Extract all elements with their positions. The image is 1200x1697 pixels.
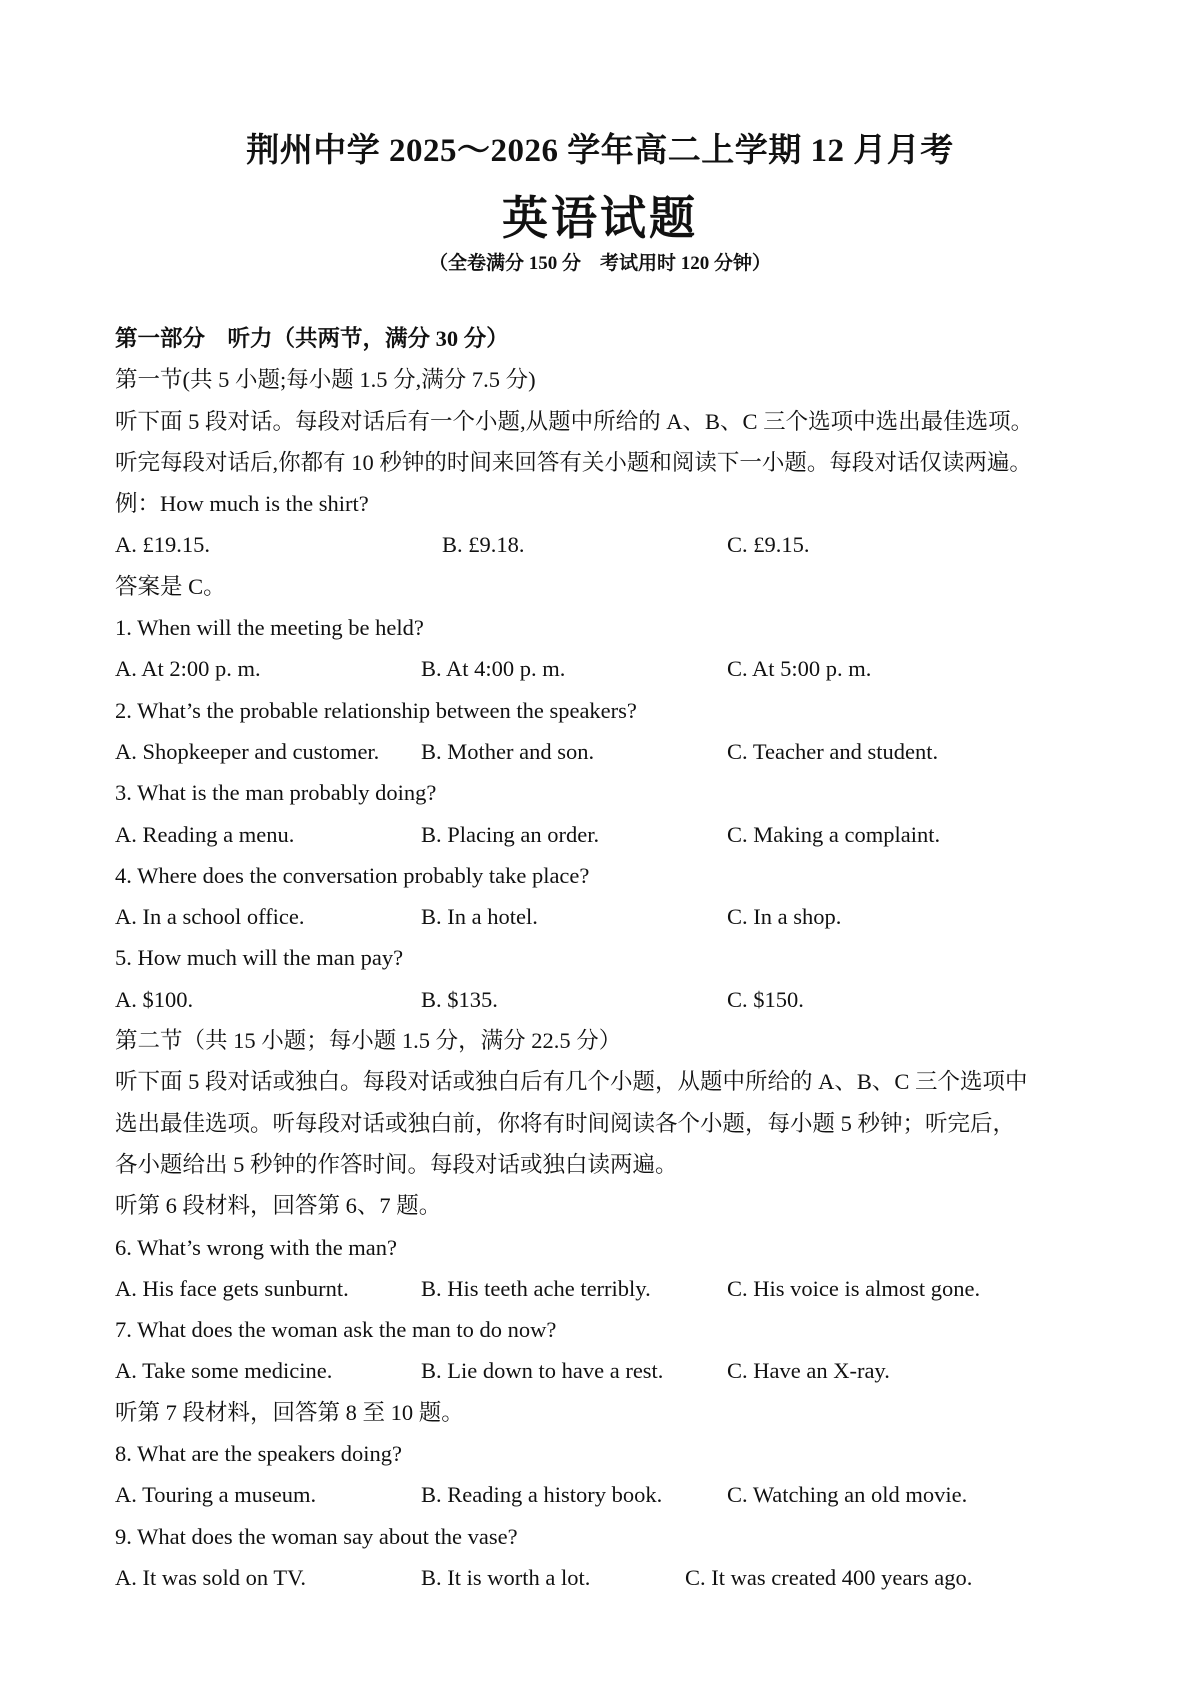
option-b: B. In a hotel. — [421, 904, 538, 930]
question-text: 7. What does the woman ask the man to do now? — [115, 1317, 557, 1343]
question-options — [115, 814, 1105, 855]
exam-note: （全卷满分 150 分 考试用时 120 分钟） — [428, 253, 771, 274]
exam-subject-title: 英语试题 — [502, 193, 698, 244]
material-heading: 听第 7 段材料，回答第 8 至 10 题。 — [115, 1399, 464, 1425]
question-options — [115, 648, 1105, 689]
question-options — [115, 979, 1105, 1020]
option-b: B. £9.18. — [442, 532, 525, 558]
exam-title: 荆州中学 2025～2026 学年高二上学期 12 月月考 — [246, 133, 954, 169]
option-a: A. Shopkeeper and customer. — [115, 738, 380, 764]
question-options — [115, 1474, 1105, 1515]
option-a: A. £19.15. — [115, 532, 210, 558]
question-options — [115, 1350, 1105, 1391]
option-a: A. Reading a menu. — [115, 821, 295, 847]
option-a: A. It was sold on TV. — [115, 1564, 307, 1590]
section1-instruction: 听下面 5 段对话。每段对话后有一个小题,从题中所给的 A、B、C 三个选项中选出最佳选项。 — [115, 408, 1034, 434]
option-c: C. At 5:00 p. m. — [727, 656, 872, 682]
example-question: 例：How much is the shirt? — [115, 491, 369, 517]
option-a: A. Take some medicine. — [115, 1358, 333, 1384]
option-a: A. At 2:00 p. m. — [115, 656, 261, 682]
option-c: C. In a shop. — [727, 904, 842, 930]
option-c: C. Watching an old movie. — [727, 1482, 968, 1508]
option-b: B. Lie down to have a rest. — [421, 1358, 664, 1384]
option-c: C. Making a complaint. — [727, 821, 941, 847]
question-options — [115, 1557, 1105, 1598]
option-b: B. His teeth ache terribly. — [421, 1275, 651, 1301]
option-c: C. $150. — [727, 986, 804, 1012]
option-c: C. His voice is almost gone. — [727, 1275, 981, 1301]
option-a: A. His face gets sunburnt. — [115, 1275, 349, 1301]
material-heading: 听第 6 段材料，回答第 6、7 题。 — [115, 1193, 442, 1219]
question-text: 9. What does the woman say about the vase? — [115, 1523, 518, 1549]
question-text: 8. What are the speakers doing? — [115, 1441, 402, 1467]
example-answer: 答案是 C。 — [115, 573, 226, 599]
option-c: C. Teacher and student. — [727, 738, 939, 764]
option-c: C. Have an X-ray. — [727, 1358, 890, 1384]
section2-instruction: 选出最佳选项。听每段对话或独白前，你将有时间阅读各个小题，每小题 5 秒钟；听完后， — [115, 1110, 1016, 1136]
section2-heading: 第二节（共 15 小题；每小题 1.5 分，满分 22.5 分） — [115, 1028, 622, 1054]
question-text: 3. What is the man probably doing? — [115, 780, 437, 806]
question-text: 6. What’s wrong with the man? — [115, 1234, 398, 1260]
section2-instruction: 听下面 5 段对话或独白。每段对话或独白后有几个小题，从题中所给的 A、B、C 三个选项中 — [115, 1069, 1028, 1095]
question-text: 4. Where does the conversation probably take place? — [115, 862, 590, 888]
option-b: B. Reading a history book. — [421, 1482, 663, 1508]
question-text: 2. What’s the probable relationship between the speakers? — [115, 697, 637, 723]
option-a: A. $100. — [115, 986, 194, 1012]
option-a: A. Touring a museum. — [115, 1482, 317, 1508]
question-text: 5. How much will the man pay? — [115, 945, 404, 971]
option-b: B. $135. — [421, 986, 498, 1012]
question-text: 1. When will the meeting be held? — [115, 615, 424, 641]
section2-instruction: 各小题给出 5 秒钟的作答时间。每段对话或独白读两遍。 — [115, 1151, 678, 1177]
option-c: C. £9.15. — [727, 532, 810, 558]
option-b: B. At 4:00 p. m. — [421, 656, 566, 682]
section1-heading: 第一节(共 5 小题;每小题 1.5 分,满分 7.5 分) — [115, 367, 536, 393]
question-options — [115, 731, 1105, 772]
option-b: B. Mother and son. — [421, 738, 595, 764]
option-c: C. It was created 400 years ago. — [685, 1564, 973, 1590]
exam-content — [115, 318, 1105, 1598]
option-a: A. In a school office. — [115, 904, 305, 930]
section1-instruction: 听完每段对话后,你都有 10 秒钟的时间来回答有关小题和阅读下一小题。每段对话仅读两遍。 — [115, 449, 1032, 475]
part1-heading: 第一部分 听力（共两节，满分 30 分） — [115, 326, 509, 351]
example-options — [115, 524, 1105, 565]
option-b: B. It is worth a lot. — [421, 1564, 591, 1590]
option-b: B. Placing an order. — [421, 821, 600, 847]
question-options — [115, 1268, 1105, 1309]
question-options — [115, 896, 1105, 937]
